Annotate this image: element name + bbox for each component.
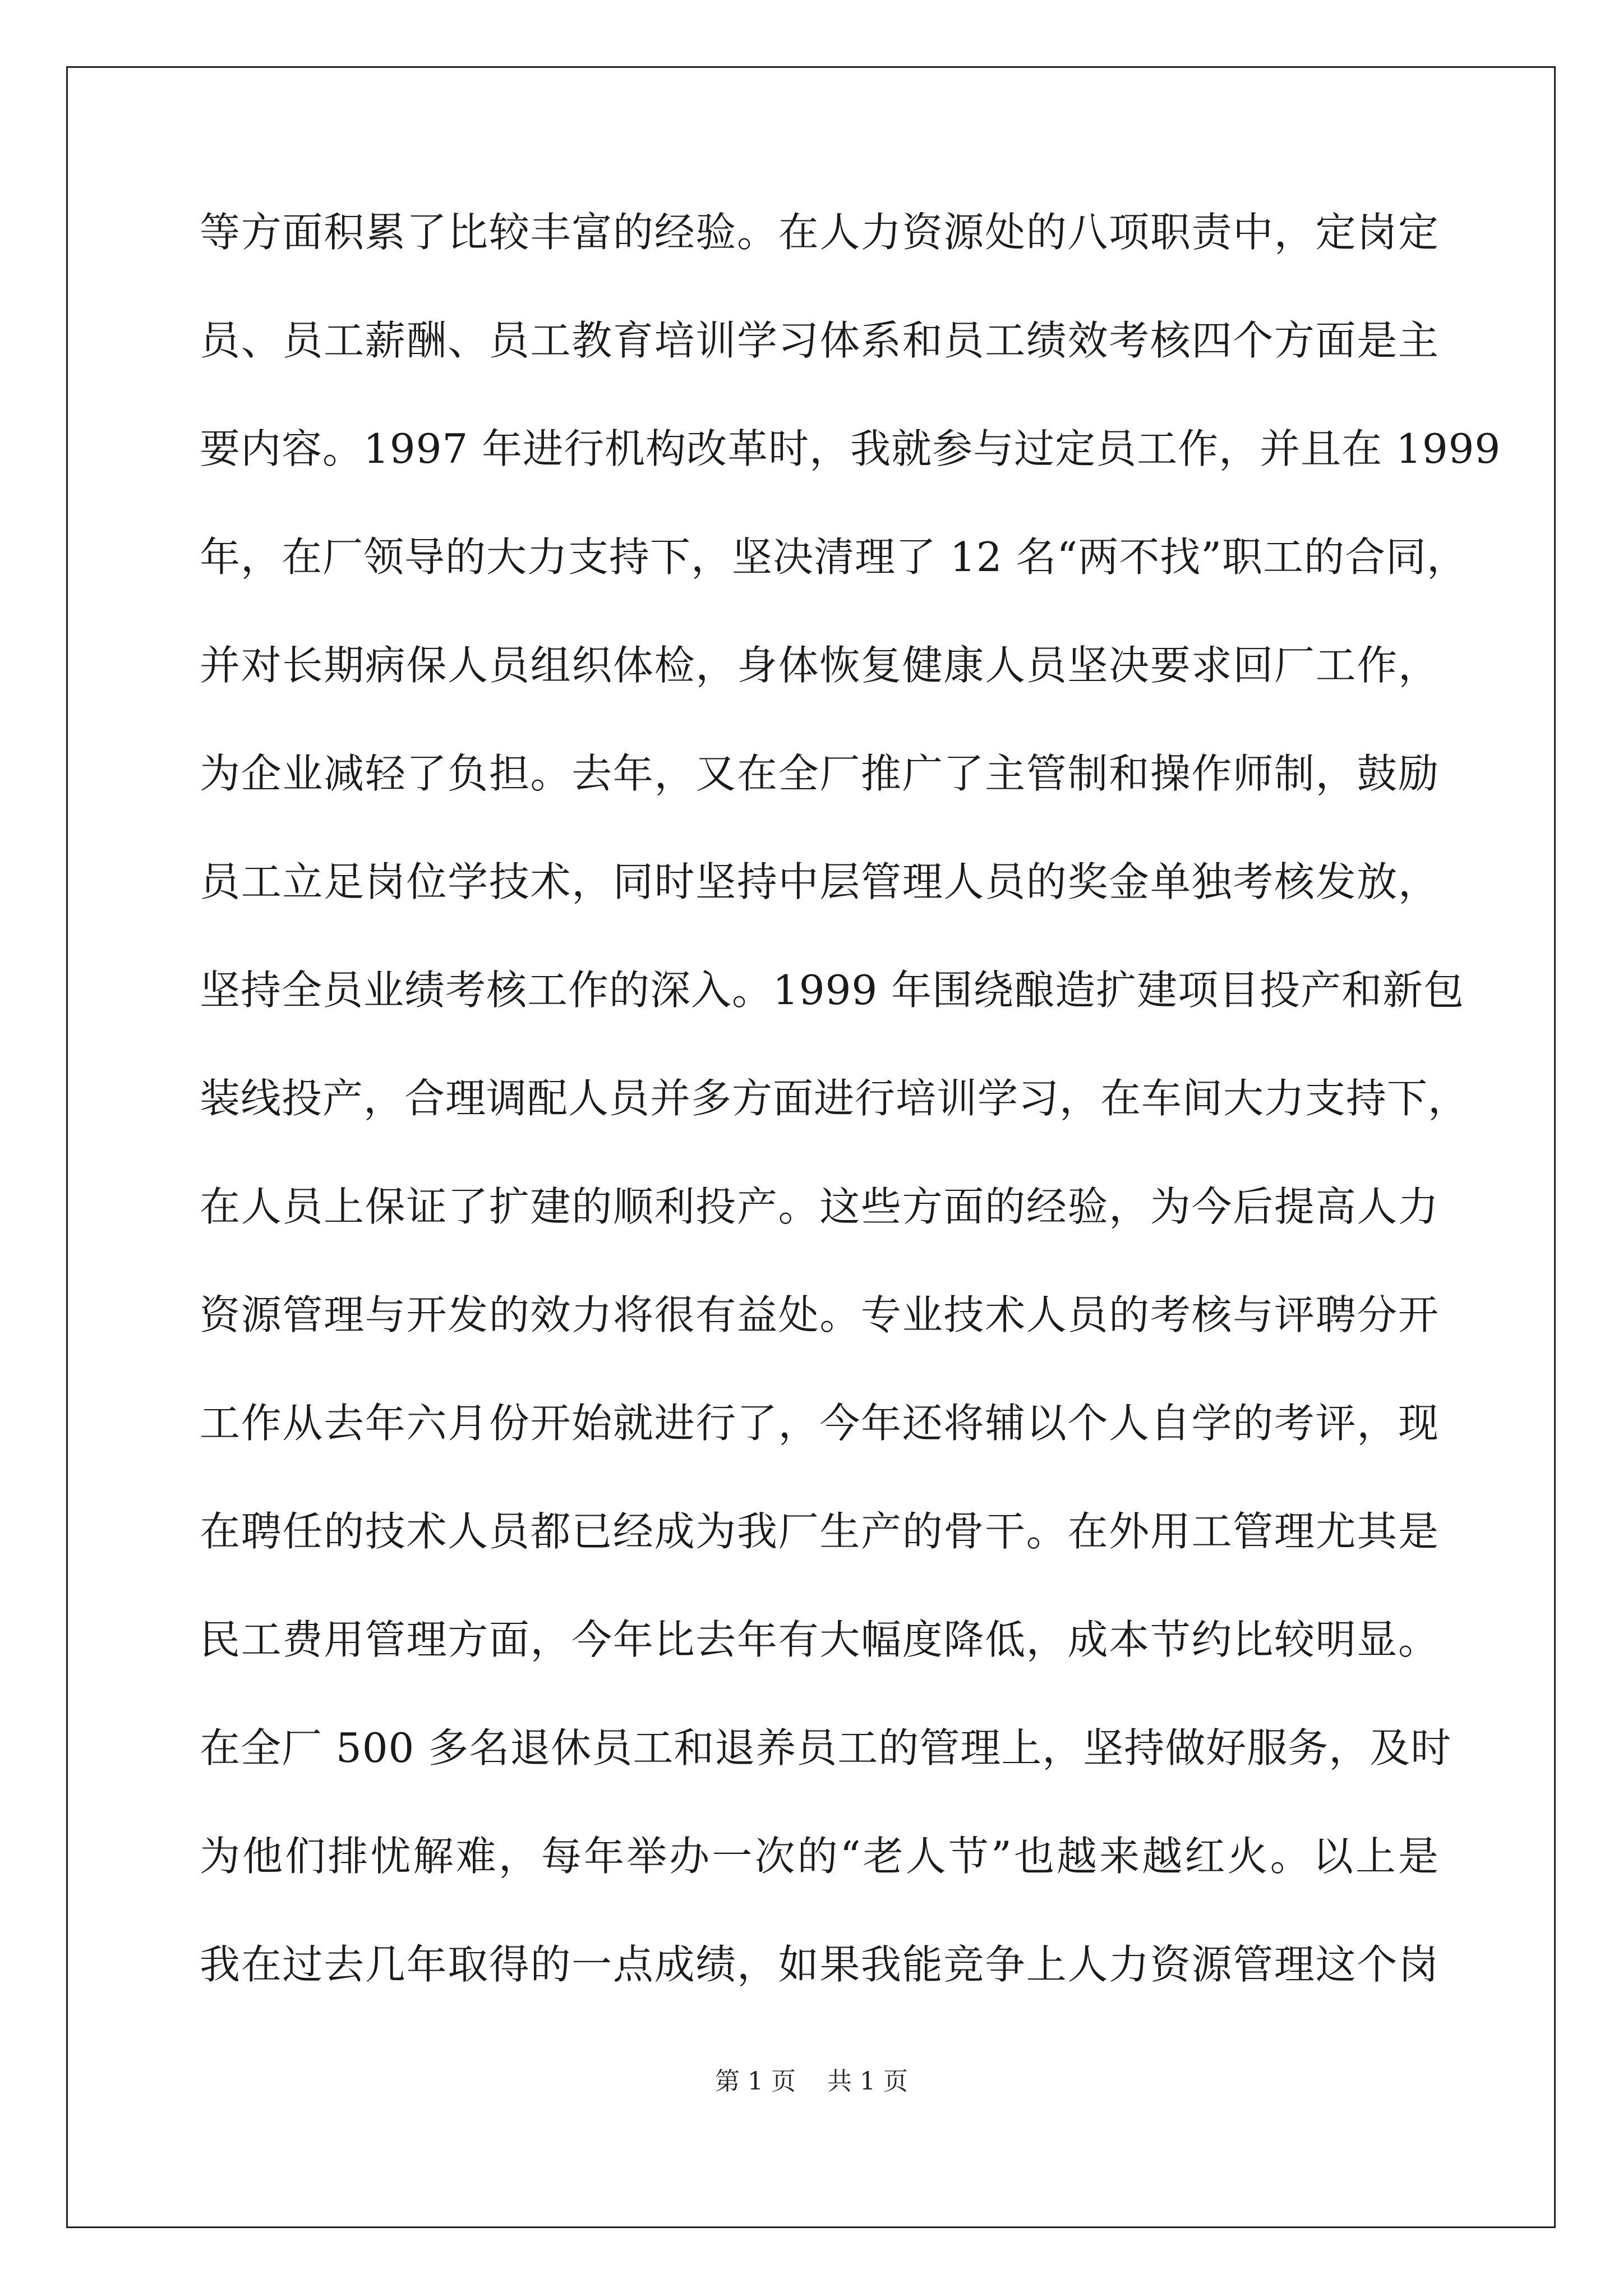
text-line: 装线投产，合理调配人员并多方面进行培训学习，在车间大力支持下，: [200, 1075, 1469, 1122]
text-line: 在全厂 500 多名退休员工和退养员工的管理上，坚持做好服务，及时: [200, 1724, 1452, 1772]
page-number: 第 1 页: [715, 2067, 796, 2096]
text-line: 坚持全员业绩考核工作的深入。1999 年围绕酿造扩建项目投产和新包: [200, 967, 1465, 1014]
text-line: 员工立足岗位学技术，同时坚持中层管理人员的奖金单独考核发放，: [200, 858, 1439, 905]
text-line: 年，在厂领导的大力支持下，坚决清理了 12 名“两不找”职工的合同，: [200, 533, 1468, 581]
text-line: 为他们排忧解难，每年举办一次的“老人节”也越来越红火。以上是: [200, 1833, 1439, 1880]
text-line: 在人员上保证了扩建的顺利投产。这些方面的经验，为今后提高人力: [200, 1183, 1439, 1230]
text-line: 在聘任的技术人员都已经成为我厂生产的骨干。在外用工管理尤其是: [200, 1508, 1439, 1555]
text-line: 为企业减轻了负担。去年，又在全厂推广了主管制和操作师制，鼓励: [200, 750, 1439, 797]
text-line: 我在过去几年取得的一点成绩，如果我能竞争上人力资源管理这个岗: [200, 1941, 1439, 1988]
text-line: 等方面积累了比较丰富的经验。在人力资源处的八项职责中，定岗定: [200, 209, 1439, 256]
text-line: 要内容。1997 年进行机构改革时，我就参与过定员工作，并且在 1999: [200, 425, 1501, 472]
text-line: 员、员工薪酬、员工教育培训学习体系和员工绩效考核四个方面是主: [200, 317, 1439, 364]
text-line: 民工费用管理方面，今年比去年有大幅度降低，成本节约比较明显。: [200, 1616, 1439, 1663]
text-line: 并对长期病保人员组织体检，身体恢复健康人员坚决要求回厂工作，: [200, 642, 1439, 689]
page-total: 共 1 页: [827, 2067, 908, 2096]
text-line: 工作从去年六月份开始就进行了，今年还将辅以个人自学的考评，现: [200, 1400, 1439, 1447]
text-line: 资源管理与开发的效力将很有益处。专业技术人员的考核与评聘分开: [200, 1291, 1439, 1338]
document-body: [200, 209, 1501, 2053]
page-footer: [0, 2068, 1623, 2096]
